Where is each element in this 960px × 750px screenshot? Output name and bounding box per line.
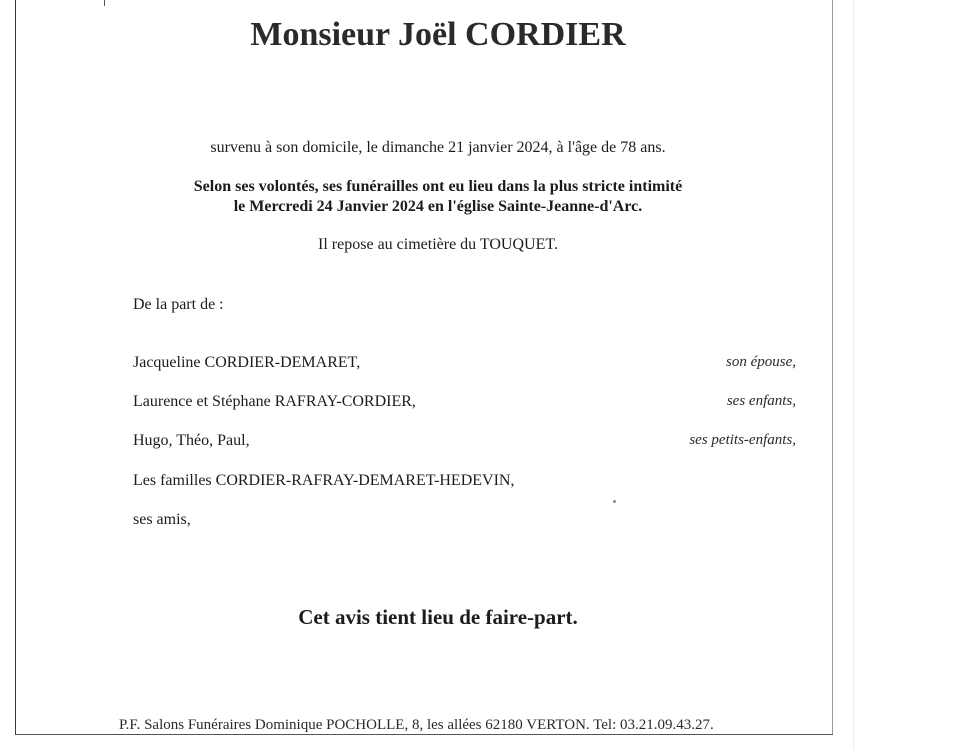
family-member-relation: son épouse, <box>726 354 796 370</box>
from-label: De la part de : <box>133 296 224 313</box>
funeral-info-line-2: le Mercredi 24 Janvier 2024 en l'église Sainte-Jeanne-d'Arc. <box>233 198 643 215</box>
faire-part-notice: Cet avis tient lieu de faire-part. <box>298 605 578 629</box>
family-member-name: Jacqueline CORDIER-DEMARET, <box>133 354 361 371</box>
family-member-name: ses amis, <box>133 511 191 528</box>
death-announcement-line: survenu à son domicile, le dimanche 21 janvier 2024, à l'âge de 78 ans. <box>210 139 666 156</box>
family-member-name: Les familles CORDIER-RAFRAY-DEMARET-HEDEVIN, <box>133 472 515 489</box>
funeral-info-line-1: Selon ses volontés, ses funérailles ont eu lieu dans la plus stricte intimité <box>193 178 683 195</box>
burial-place-line: Il repose au cimetière du TOUQUET. <box>318 236 558 253</box>
page-bottom-border <box>15 734 833 735</box>
scan-edge <box>853 0 854 750</box>
family-member-relation: ses enfants, <box>726 393 796 409</box>
family-member-name: Laurence et Stéphane RAFRAY-CORDIER, <box>133 393 416 410</box>
family-member-name: Hugo, Théo, Paul, <box>133 432 250 449</box>
deceased-name-title: Monsieur Joël CORDIER <box>250 16 626 53</box>
scan-speck <box>613 500 616 503</box>
scan-mark <box>104 0 105 6</box>
family-member-relation: ses petits-enfants, <box>689 432 796 448</box>
funeral-home-footer: P.F. Salons Funéraires Dominique POCHOLLE, 8, les allées 62180 VERTON. Tel: 03.21.09.43.27. <box>119 717 714 733</box>
